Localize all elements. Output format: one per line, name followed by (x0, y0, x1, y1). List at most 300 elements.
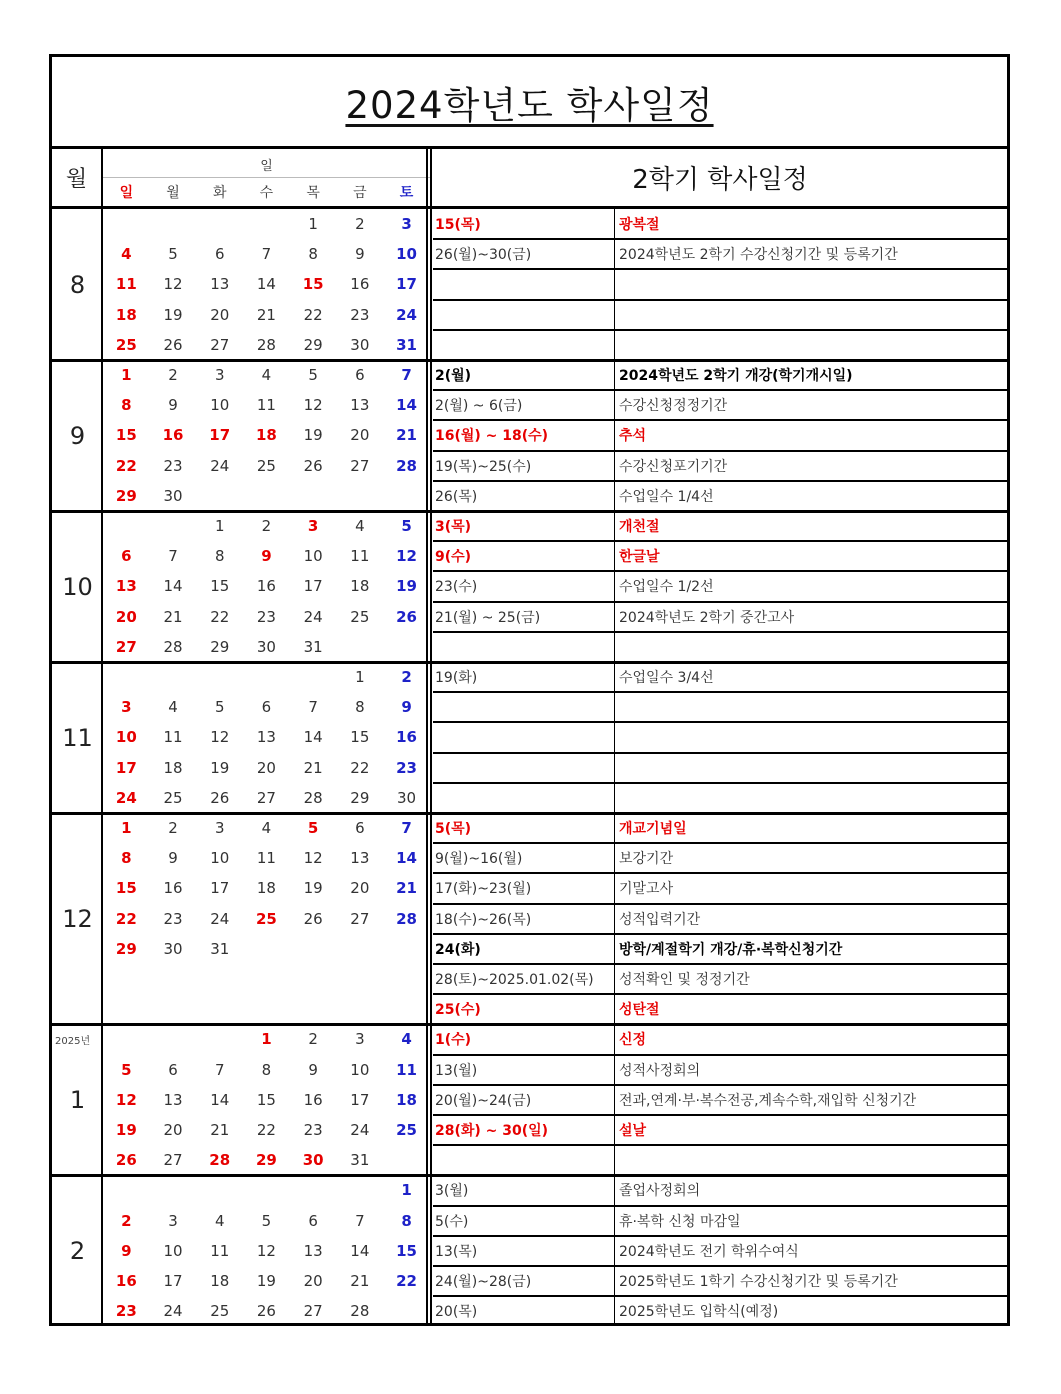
event-row-divider (433, 872, 1007, 874)
event-row-divider (433, 540, 1007, 542)
calendar-day: 7 (214, 1060, 225, 1079)
calendar-day: 5 (168, 245, 178, 264)
calendar-day: 26 (396, 607, 417, 626)
month-label: 9 (69, 421, 86, 450)
calendar-day: 26 (256, 1302, 276, 1321)
calendar-day: 27 (115, 637, 137, 656)
calendar-day: 18 (256, 426, 277, 445)
calendar-day: 16 (303, 1090, 323, 1109)
event-description: 개천절 (619, 519, 660, 536)
event-description: 휴·복학 신청 마감일 (619, 1213, 741, 1230)
event-description: 수강신청포기기간 (619, 458, 728, 475)
calendar-day: 4 (168, 698, 178, 717)
event-row-divider (433, 1295, 1007, 1297)
calendar-day: 13 (256, 728, 276, 747)
calendar-day: 4 (261, 819, 272, 838)
calendar-day: 10 (396, 245, 417, 264)
calendar-day: 22 (210, 607, 230, 626)
calendar-day: 3 (307, 517, 319, 536)
calendar-day: 24 (115, 788, 137, 807)
event-date: 20(목) (435, 1304, 478, 1321)
calendar-day: 1 (308, 215, 318, 234)
event-date: 5(목) (435, 821, 472, 838)
calendar-day: 6 (121, 547, 132, 566)
event-description: 추석 (619, 428, 647, 445)
event-description: 수업일수 1/4선 (619, 488, 714, 505)
event-row-divider (433, 993, 1007, 995)
event-row-divider (433, 601, 1007, 603)
event-description: 개교기념일 (619, 821, 687, 838)
calendar-day: 1 (355, 668, 365, 687)
calendar-day: 2 (261, 517, 272, 536)
calendar-day: 20 (210, 305, 230, 324)
calendar-day: 25 (256, 909, 277, 928)
event-row-divider (433, 752, 1007, 754)
calendar-day: 23 (256, 607, 276, 626)
event-row-divider (433, 631, 1007, 633)
calendar-day: 22 (115, 456, 137, 475)
event-row-divider (433, 450, 1007, 452)
event-description: 2024학년도 2학기 중간고사 (619, 609, 795, 626)
event-date (435, 783, 611, 813)
calendar-day: 31 (396, 335, 417, 354)
event-date: 5(수) (435, 1213, 469, 1230)
event-description: 설날 (619, 1123, 647, 1140)
title-box (52, 57, 1007, 149)
calendar-day: 5 (307, 819, 319, 838)
calendar-day: 1 (121, 366, 132, 385)
event-date: 28(화) ~ 30(일) (435, 1123, 549, 1140)
calendar-day: 22 (396, 1272, 417, 1291)
calendar-day: 3 (168, 1211, 178, 1230)
calendar-day: 30 (396, 788, 417, 807)
event-row-divider (433, 782, 1007, 784)
calendar-day: 11 (210, 1241, 230, 1260)
event-date: 25(수) (435, 1002, 481, 1019)
event-row-divider (433, 268, 1007, 270)
date-desc-divider (614, 209, 615, 1323)
calendar-day: 26 (303, 909, 323, 928)
calendar-day: 24 (396, 305, 417, 324)
calendar-day: 2 (121, 1211, 132, 1230)
calendar-day: 26 (210, 788, 230, 807)
calendar-day: 13 (115, 577, 137, 596)
calendar-day: 7 (401, 366, 412, 385)
calendar-day: 3 (214, 366, 225, 385)
calendar-day: 29 (256, 1151, 277, 1170)
event-description: 수업일수 3/4선 (619, 670, 714, 687)
calendar-day: 28 (163, 637, 183, 656)
event-description: 성적사정회의 (619, 1062, 701, 1079)
weekday-header: 월 (166, 185, 180, 201)
calendar-day: 8 (401, 1211, 412, 1230)
event-date: 19(화) (435, 670, 478, 687)
event-date (435, 753, 611, 783)
calendar-day: 26 (163, 335, 183, 354)
calendar-day: 11 (396, 1060, 417, 1079)
event-date (435, 632, 611, 662)
event-description: 2024학년도 2학기 개강(학기개시일) (619, 368, 853, 385)
calendar-day: 20 (303, 1272, 323, 1291)
calendar-day: 6 (308, 1211, 318, 1230)
event-row-divider (433, 721, 1007, 723)
calendar-day: 21 (210, 1121, 230, 1140)
calendar-day: 19 (163, 305, 183, 324)
event-description: 기말고사 (619, 881, 674, 898)
calendar-day: 8 (261, 1060, 272, 1079)
event-description: 광복절 (619, 217, 660, 234)
calendar-day: 23 (163, 909, 183, 928)
event-row-divider (433, 419, 1007, 421)
calendar-day: 17 (209, 426, 231, 445)
event-date: 24(화) (435, 941, 481, 958)
event-description: 성적입력기간 (619, 911, 701, 928)
calendar-day: 13 (210, 275, 230, 294)
event-date: 17(화)~23(월) (435, 881, 532, 898)
calendar-day: 12 (210, 728, 230, 747)
weekday-header: 금 (353, 185, 367, 201)
calendar-day: 31 (303, 637, 323, 656)
event-row-divider (433, 903, 1007, 905)
calendar-day: 14 (303, 728, 323, 747)
event-row-divider (433, 933, 1007, 935)
calendar-day: 20 (350, 879, 370, 898)
event-row-divider (433, 329, 1007, 331)
calendar-day: 28 (303, 788, 323, 807)
calendar-day: 17 (163, 1272, 183, 1291)
event-description: 성탄절 (619, 1002, 660, 1019)
calendar-day: 23 (396, 758, 417, 777)
calendar-day: 14 (396, 849, 417, 868)
calendar-day: 11 (256, 849, 276, 868)
calendar-day: 26 (303, 456, 323, 475)
calendar-day: 28 (350, 1302, 370, 1321)
month-label: 2 (69, 1236, 86, 1265)
event-date: 20(월)~24(금) (435, 1092, 532, 1109)
calendar-day: 7 (401, 819, 412, 838)
calendar-day: 19 (303, 426, 323, 445)
event-date: 21(월) ~ 25(금) (435, 609, 541, 626)
calendar-day: 2 (168, 819, 178, 838)
calendar-day: 6 (355, 819, 365, 838)
event-row-divider (433, 1144, 1007, 1146)
calendar-day: 13 (163, 1090, 183, 1109)
event-date: 9(수) (435, 549, 472, 566)
weekday-header: 목 (306, 185, 320, 201)
calendar-day: 21 (396, 426, 417, 445)
calendar-day: 4 (355, 517, 365, 536)
event-description: 방학/계절학기 개강/휴·복학신청기간 (619, 941, 843, 958)
calendar-day: 16 (162, 426, 184, 445)
event-row-divider (433, 389, 1007, 391)
calendar-day: 1 (121, 819, 132, 838)
event-date: 2(월) ~ 6(금) (435, 398, 523, 415)
month-label: 10 (62, 572, 93, 601)
calendar-day: 16 (350, 275, 370, 294)
event-date: 26(목) (435, 488, 478, 505)
calendar-events-divider (430, 149, 432, 1323)
calendar-day: 23 (303, 1121, 323, 1140)
calendar-day: 12 (303, 849, 323, 868)
calendar-day: 12 (256, 1241, 276, 1260)
calendar-day: 24 (210, 909, 230, 928)
calendar-day: 6 (261, 698, 272, 717)
weekday-header: 수 (259, 185, 274, 201)
calendar-day: 22 (303, 305, 323, 324)
calendar-day: 9 (308, 1060, 318, 1079)
calendar-day: 9 (168, 849, 178, 868)
calendar-day: 1 (214, 517, 225, 536)
event-date: 13(목) (435, 1243, 478, 1260)
event-description: 졸업사정회의 (619, 1183, 701, 1200)
calendar-day: 2 (355, 215, 365, 234)
calendar-day: 23 (163, 456, 183, 475)
calendar-day: 1 (261, 1030, 272, 1049)
calendar-day: 19 (256, 1272, 276, 1291)
calendar-day: 4 (261, 366, 272, 385)
calendar-day: 25 (256, 456, 276, 475)
calendar-day: 18 (115, 305, 137, 324)
calendar-day: 12 (115, 1090, 137, 1109)
event-date (435, 722, 611, 752)
calendar-day: 6 (355, 366, 365, 385)
calendar-day: 28 (209, 1151, 231, 1170)
calendar-day: 8 (308, 245, 318, 264)
calendar-day: 15 (256, 1090, 276, 1109)
calendar-day: 15 (350, 728, 370, 747)
calendar-day: 26 (115, 1151, 137, 1170)
calendar-day: 12 (163, 275, 183, 294)
calendar-day: 24 (163, 1302, 183, 1321)
calendar-day: 21 (350, 1272, 370, 1291)
calendar-day: 9 (401, 698, 412, 717)
event-description: 보강기간 (619, 851, 674, 868)
weekday-header: 화 (212, 185, 227, 201)
calendar-day: 5 (401, 517, 412, 536)
calendar-day: 13 (303, 1241, 323, 1260)
event-row-divider (433, 963, 1007, 965)
calendar-day: 4 (214, 1211, 225, 1230)
calendar-day: 16 (256, 577, 276, 596)
calendar-day: 19 (210, 758, 230, 777)
calendar-day: 20 (256, 758, 276, 777)
calendar-day: 17 (350, 1090, 370, 1109)
calendar-day: 14 (163, 577, 183, 596)
event-date: 28(토)~2025.01.02(목) (435, 972, 594, 989)
calendar-day: 17 (210, 879, 230, 898)
calendar-day: 30 (163, 939, 183, 958)
calendar-day: 12 (396, 547, 417, 566)
event-date (435, 269, 611, 299)
calendar-day: 18 (350, 577, 370, 596)
calendar-day: 27 (256, 788, 276, 807)
event-date: 9(월)~16(월) (435, 851, 523, 868)
calendar-day: 27 (350, 456, 370, 475)
event-description: 2024학년도 2학기 수강신청기간 및 등록기간 (619, 247, 898, 264)
calendar-day: 29 (115, 939, 137, 958)
calendar-day: 15 (115, 879, 137, 898)
event-date: 18(수)~26(목) (435, 911, 532, 928)
month-label: 11 (62, 723, 93, 752)
calendar-day: 14 (396, 396, 417, 415)
calendar-day: 27 (350, 909, 370, 928)
event-row-divider (433, 1265, 1007, 1267)
event-date: 15(목) (435, 217, 481, 234)
calendar-day: 9 (355, 245, 365, 264)
event-description: 수업일수 1/2선 (619, 579, 714, 596)
calendar-day: 11 (163, 728, 183, 747)
calendar-day: 30 (256, 637, 276, 656)
weekday-header: 일 (119, 185, 134, 201)
event-date: 23(수) (435, 579, 478, 596)
calendar-day: 25 (163, 788, 183, 807)
calendar-day: 10 (115, 728, 137, 747)
calendar-day: 14 (210, 1090, 230, 1109)
calendar-day: 24 (210, 456, 230, 475)
event-description: 2025학년도 1학기 수강신청기간 및 등록기간 (619, 1274, 898, 1291)
calendar-day: 9 (261, 547, 272, 566)
calendar-day: 20 (163, 1121, 183, 1140)
calendar-day: 9 (121, 1241, 132, 1260)
calendar-day: 3 (401, 215, 412, 234)
event-row-divider (433, 842, 1007, 844)
calendar-day: 22 (115, 909, 137, 928)
calendar-day: 13 (350, 396, 370, 415)
event-row-divider (433, 1054, 1007, 1056)
calendar-day: 11 (256, 396, 276, 415)
event-row-divider (433, 1084, 1007, 1086)
calendar-day: 18 (163, 758, 183, 777)
calendar-day: 14 (256, 275, 276, 294)
event-row-divider (433, 1114, 1007, 1116)
event-description: 2025학년도 입학식(예정) (619, 1304, 779, 1321)
calendar-day: 16 (396, 728, 417, 747)
semester-title: 2학기 학사일정 (632, 165, 808, 195)
calendar-day: 10 (163, 1241, 183, 1260)
event-date: 16(월) ~ 18(수) (435, 428, 549, 445)
event-description: 수강신청정정기간 (619, 398, 728, 415)
calendar-day: 29 (210, 637, 230, 656)
month-label: 1 (69, 1085, 86, 1114)
calendar-day: 30 (163, 486, 183, 505)
event-row-divider (433, 480, 1007, 482)
calendar-day: 29 (115, 486, 137, 505)
event-date (435, 1145, 611, 1175)
event-row-divider (433, 570, 1007, 572)
calendar-day: 3 (214, 819, 225, 838)
calendar-day: 24 (350, 1121, 370, 1140)
calendar-day: 19 (396, 577, 417, 596)
calendar-day: 31 (210, 939, 230, 958)
calendar-day: 8 (214, 547, 225, 566)
calendar-day: 8 (355, 698, 365, 717)
calendar-day: 8 (121, 849, 132, 868)
calendar-day: 15 (115, 426, 137, 445)
calendar-day: 22 (350, 758, 370, 777)
event-date: 26(월)~30(금) (435, 247, 532, 264)
calendar-day: 15 (396, 1241, 417, 1260)
month-label: 8 (69, 270, 86, 299)
calendar-day: 16 (163, 879, 183, 898)
calendar-day: 27 (210, 335, 230, 354)
calendar-day: 21 (256, 305, 276, 324)
calendar-day: 17 (303, 577, 323, 596)
event-date: 1(수) (435, 1032, 472, 1049)
calendar-day: 17 (396, 275, 417, 294)
calendar-day: 2 (308, 1030, 318, 1049)
event-date (435, 692, 611, 722)
calendar-day: 9 (168, 396, 178, 415)
calendar-day: 21 (163, 607, 183, 626)
year-note: 2025년 (55, 1036, 91, 1048)
calendar-day: 4 (401, 1030, 412, 1049)
calendar-day: 27 (163, 1151, 183, 1170)
calendar-day: 19 (115, 1121, 137, 1140)
calendar-day: 17 (115, 758, 137, 777)
calendar-day: 21 (396, 879, 417, 898)
calendar-day: 28 (396, 456, 417, 475)
calendar-day: 21 (303, 758, 323, 777)
calendar-day: 12 (303, 396, 323, 415)
calendar-day: 23 (115, 1302, 137, 1321)
calendar-day: 5 (214, 698, 225, 717)
event-row-divider (433, 238, 1007, 240)
event-date: 19(목)~25(수) (435, 458, 532, 475)
event-description: 성적확인 및 정정기간 (619, 972, 750, 989)
calendar-day: 18 (396, 1090, 417, 1109)
event-date: 3(목) (435, 519, 472, 536)
weekday-header: 토 (399, 185, 414, 201)
event-row-divider (433, 691, 1007, 693)
calendar-day: 23 (350, 305, 370, 324)
calendar-day: 19 (303, 879, 323, 898)
calendar-day: 24 (303, 607, 323, 626)
calendar-day: 15 (210, 577, 230, 596)
event-row-divider (433, 1205, 1007, 1207)
calendar-day: 3 (355, 1030, 365, 1049)
calendar-day: 14 (350, 1241, 370, 1260)
page-title: 2024학년도 학사일정 (345, 83, 714, 127)
calendar-day: 30 (302, 1151, 324, 1170)
calendar-day: 27 (303, 1302, 323, 1321)
calendar-day: 11 (115, 275, 137, 294)
calendar-day: 2 (401, 668, 412, 687)
event-date: 2(월) (435, 368, 472, 385)
calendar-day: 10 (303, 547, 323, 566)
calendar-day: 7 (355, 1211, 365, 1230)
event-date: 3(월) (435, 1183, 469, 1200)
day-header-label: 일 (260, 158, 273, 174)
calendar-day: 22 (256, 1121, 276, 1140)
calendar-day: 25 (210, 1302, 230, 1321)
calendar-day: 6 (214, 245, 225, 264)
calendar-day: 18 (256, 879, 276, 898)
event-date (435, 300, 611, 330)
calendar-day: 7 (261, 245, 272, 264)
event-row-divider (433, 299, 1007, 301)
calendar-day: 28 (396, 909, 417, 928)
calendar-day: 6 (168, 1060, 178, 1079)
calendar-day: 2 (168, 366, 178, 385)
calendar-day: 25 (350, 607, 370, 626)
calendar-day: 10 (210, 396, 230, 415)
calendar-day: 30 (350, 335, 370, 354)
calendar-day: 7 (308, 698, 318, 717)
event-description: 전과,연계·부·복수전공,계속수학,재입학 신청기간 (619, 1092, 917, 1109)
event-description: 한글날 (619, 549, 660, 566)
calendar-day: 4 (121, 245, 132, 264)
calendar-day: 29 (350, 788, 370, 807)
